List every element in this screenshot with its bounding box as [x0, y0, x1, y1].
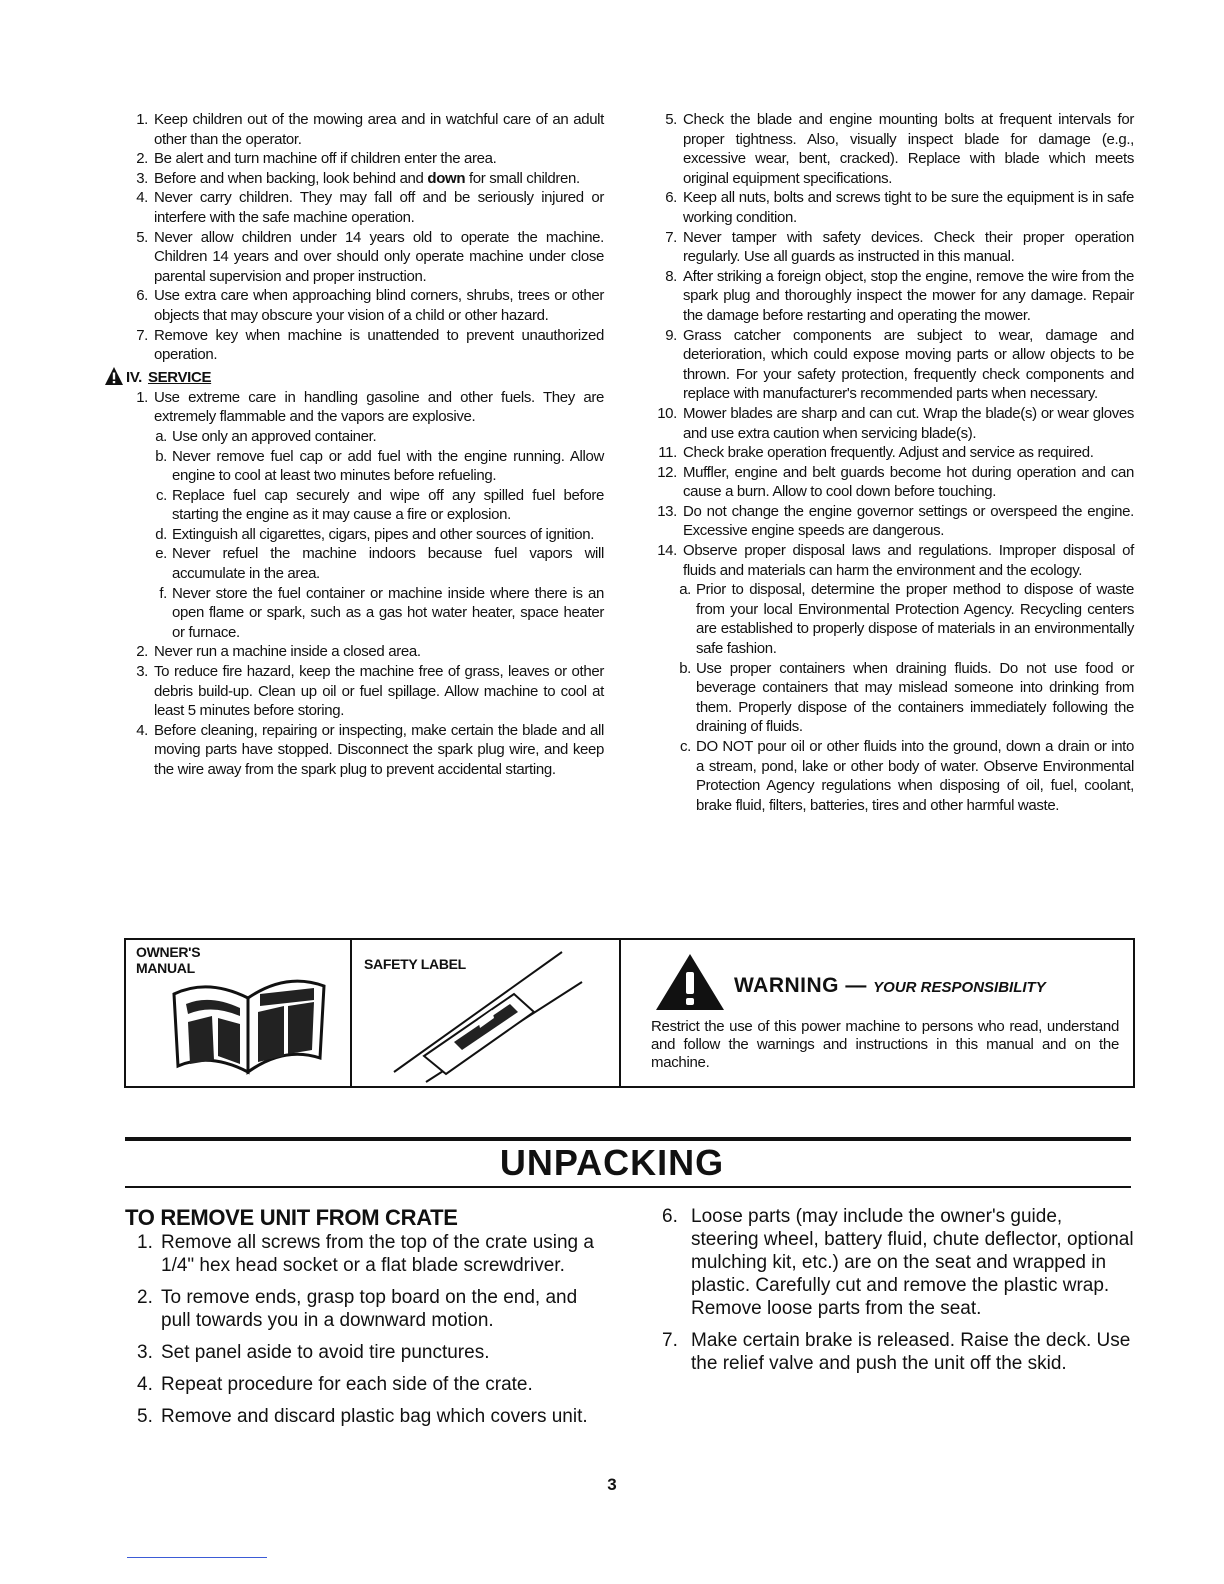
item-text: Never allow children under 14 years old to operate the machine. Children 14 years and over should only operate machine under close parental supervision and proper instruction. — [154, 228, 604, 285]
item-text: Never carry children. They may fall off and be seriously injured or interfere with the safe machine operation. — [154, 189, 604, 226]
list-item: 3. To reduce fire hazard, keep the machine free of grass, leaves or other debris build-up. Clean up oil or fuel spillage. Allow machine to cool at least 5 minutes before storing. — [136, 663, 604, 720]
sub-item: a. Prior to disposal, determine the proper method to dispose of waste from your local Environmental Protection Agency. Recycling centers are established to properly dispose of materials in an environmentally safe fashion. — [679, 581, 1134, 658]
list-item: 9. Grass catcher components are subject to wear, damage and deterioration, which could expose moving parts or allow objects to be thrown. For your safety protection, frequently check components and replace with manufacturer's recommended parts when necessary. — [665, 326, 1134, 403]
disposal-sublist — [652, 580, 1134, 815]
item-text: Use extreme care in handling gasoline and other fuels. They are extremely flammable and the vapors are explosive. — [154, 388, 604, 426]
list-item: 6. Keep all nuts, bolts and screws tight to be sure the equipment is in safe working condition. — [665, 189, 1134, 226]
item-text: Remove key when machine is unattended to prevent unauthorized operation. — [154, 326, 604, 364]
warning-heading: WARNING — YOUR RESPONSIBILITY — [734, 974, 1046, 997]
item-text: Keep children out of the mowing area and in watchful care of an adult other than the operator. — [154, 111, 604, 148]
step-text: Repeat procedure for each side of the crate. — [161, 1374, 533, 1395]
item-text: Before cleaning, repairing or inspecting, make certain the blade and all moving parts have stopped. Disconnect the spark plug wire, and keep the wire away from the spark plug to prevent accidental starting. — [154, 721, 604, 778]
item-text: Use extra care when approaching blind corners, shrubs, trees or other objects that may obscure your vision of a child or other hazard. — [154, 287, 604, 324]
list-item: 8. After striking a foreign object, stop the engine, remove the wire from the spark plug and thoroughly inspect the mower for any damage. Repair the damage before restarting and operating the mower. — [665, 267, 1134, 324]
service-heading — [104, 366, 604, 388]
open-book-icon — [168, 964, 330, 1076]
sub-item: e. Never refuel the machine indoors because fuel vapors will accumulate in the area. — [155, 545, 604, 583]
warning-text: Restrict the use of this power machine to persons who read, understand and follow the warnings and instructions in this manual and on the machine. — [651, 1018, 1119, 1071]
sub-item: d. Extinguish all cigarettes, cigars, pipes and other sources of ignition. — [155, 525, 595, 543]
item-text: Never tamper with safety devices. Check their proper operation regularly. Use all guards as instructed in this manual. — [683, 228, 1134, 266]
list-item: 11. Check brake operation frequently. Adjust and service as required. — [658, 444, 1094, 462]
list-item: 14. Observe proper disposal laws and regulations. Improper disposal of fluids and materials can harm the environment and the ecology. — [657, 542, 1134, 579]
list-item: 7. Never tamper with safety devices. Check their proper operation regularly. Use all guards as instructed in this manual. — [665, 228, 1134, 266]
page-number: 3 — [607, 1475, 617, 1494]
item-text: Use proper containers when draining fluids. Do not use food or beverage containers that may mislead someone into drinking from them. Properly dispose of the containers immediately following the draining of fluids. — [696, 659, 1134, 736]
warning-decal-icon — [376, 946, 590, 1084]
unpacking-steps-right — [662, 1205, 1134, 1384]
sub-item: b. Use proper containers when draining fluids. Do not use food or beverage containers that may mislead someone into drinking from them. Properly dispose of the containers immediately following the draining of fluids. — [679, 659, 1134, 736]
safety-left-column — [128, 110, 604, 780]
item-text: Grass catcher components are subject to wear, damage and deterioration, which could expose moving parts or allow objects to be thrown. For your safety protection, frequently check components and replace with manufacturer's recommended parts when necessary. — [683, 326, 1134, 403]
fuel-sublist — [128, 427, 604, 643]
item-text: Never remove fuel cap or add fuel with the engine running. Allow engine to cool at least two minutes before refueling. — [172, 447, 604, 485]
section-title: SERVICE — [148, 368, 212, 386]
list-item: 13. Do not change the engine governor settings or overspeed the engine. Excessive engine speeds are dangerous. — [657, 502, 1134, 540]
list-item: 5. Never allow children under 14 years old to operate the machine. Children 14 years and over should only operate machine under close parental supervision and proper instruction. — [136, 228, 604, 285]
step-item: 1. Remove all screws from the top of the crate using a 1/4" hex head socket or a flat blade screwdriver. — [137, 1232, 594, 1276]
list-item: 1. Keep children out of the mowing area and in watchful care of an adult other than the operator. — [136, 111, 604, 148]
item-text: Never store the fuel container or machine inside where there is an open flame or spark, such as a gas hot water heater, space heater or furnace. — [172, 584, 604, 641]
item-text: Mower blades are sharp and can cut. Wrap the blade(s) or wear gloves and use extra caution when servicing blade(s). — [683, 404, 1134, 442]
step-item: 7. Make certain brake is released. Raise the deck. Use the relief valve and push the unit off the skid. — [662, 1330, 1131, 1374]
steps-list — [137, 1231, 607, 1428]
list-item: 4. Never carry children. They may fall off and be seriously injured or interfere with the safe machine operation. — [136, 189, 604, 226]
alert-triangle-icon — [654, 952, 726, 1012]
item-text: Check the blade and engine mounting bolts at frequent intervals for proper tightness. Also, visually inspect blade for damage (e.g., excessive wear, bent, cracked). Replace with blade which meets original equipment specifications. — [683, 111, 1134, 187]
item-text: Prior to disposal, determine the proper method to dispose of waste from your local Environmental Protection Agency. Recycling centers are established to properly dispose of materials in an environmentally safe fashion. — [696, 581, 1134, 658]
item-text: Be alert and turn machine off if children enter the area. — [154, 150, 497, 168]
list-item: 3. Before and when backing, look behind and down for small children. — [136, 169, 580, 187]
section-rule — [125, 1137, 1131, 1141]
section-rule — [125, 1186, 1131, 1188]
item-text: for small children. — [465, 169, 580, 187]
step-item: 6. Loose parts (may include the owner's guide, steering wheel, battery fluid, chute deflector, optional mulching kit, etc.) are on the seat and wrapped in plastic. Carefully cut and remove the plastic wrap. Remove loose parts from the seat. — [662, 1206, 1134, 1319]
list-item: 7. Remove key when machine is unattended to prevent unauthorized operation. — [136, 326, 604, 364]
children-safety-list — [128, 110, 604, 365]
sub-item: c. DO NOT pour oil or other fluids into the ground, down a drain or into a stream, pond, lake or other body of water. Observe Environmental Protection Agency regulations when disposing of oil, fuel, coolant, brake fluid, filters, batteries, tires and other harmful waste. — [680, 738, 1134, 814]
cell-divider — [350, 940, 352, 1086]
sub-item: c. Replace fuel cap securely and wipe off any spilled fuel before starting the engine as it may cause a fire or explosion. — [156, 486, 604, 524]
owners-manual-label: OWNER'S MANUAL — [136, 944, 201, 976]
page-title: UNPACKING — [499, 1142, 725, 1183]
list-item: 2. Be alert and turn machine off if children enter the area. — [136, 150, 497, 168]
item-text: Observe proper disposal laws and regulations. Improper disposal of fluids and materials can harm the environment and the ecology. — [683, 542, 1134, 579]
service-list-continued — [128, 642, 604, 779]
item-text: Do not change the engine governor settings or overspeed the engine. Excessive engine speeds are dangerous. — [683, 502, 1134, 540]
item-text: Muffler, engine and belt guards become hot during operation and can cause a burn. Allow to cool down before touching. — [683, 463, 1134, 501]
step-text: Remove and discard plastic bag which covers unit. — [161, 1406, 588, 1427]
item-text: Check brake operation frequently. Adjust and service as required. — [683, 444, 1094, 462]
sub-item: a. Use only an approved container. — [155, 427, 377, 445]
item-text: Before and when backing, look behind and — [154, 169, 428, 187]
sub-item: f. Never store the fuel container or machine inside where there is an open flame or spark, such as a gas hot water heater, space heater or furnace. — [159, 584, 604, 641]
safety-label-caption: SAFETY LABEL — [364, 956, 466, 972]
step-text: Make certain brake is released. Raise the deck. Use the relief valve and push the unit off the skid. — [691, 1330, 1131, 1374]
alert-triangle-icon — [104, 366, 124, 386]
list-item: 1. Use extreme care in handling gasoline and other fuels. They are extremely flammable and the vapors are explosive. — [136, 388, 604, 426]
maintenance-list — [652, 110, 1134, 580]
subsection-heading: TO REMOVE UNIT FROM CRATE — [125, 1205, 458, 1230]
item-text: To reduce fire hazard, keep the machine free of grass, leaves or other debris build-up. Clean up oil or fuel spillage. Allow machine to cool at least 5 minutes before storing. — [154, 663, 604, 720]
step-text: Loose parts (may include the owner's guide, steering wheel, battery fluid, chute deflector, optional mulching kit, etc.) are on the seat and wrapped in plastic. Carefully cut and remove the plastic wrap. Remove loose parts from the seat. — [691, 1206, 1134, 1319]
item-text: Use only an approved container. — [172, 427, 377, 445]
list-item: 10. Mower blades are sharp and can cut. Wrap the blade(s) or wear gloves and use extra caution when servicing blade(s). — [657, 404, 1134, 442]
item-text: After striking a foreign object, stop the engine, remove the wire from the spark plug and thoroughly inspect the mower for any damage. Repair the damage before restarting and operating the mower. — [683, 267, 1134, 324]
safety-right-column — [652, 110, 1134, 815]
item-text: Keep all nuts, bolts and screws tight to be sure the equipment is in safe working condition. — [683, 189, 1134, 226]
unpacking-steps-left — [137, 1231, 607, 1437]
step-text: Remove all screws from the top of the crate using a 1/4" hex head socket or a flat blade screwdriver. — [161, 1232, 594, 1276]
steps-list — [662, 1205, 1134, 1375]
list-item: 6. Use extra care when approaching blind corners, shrubs, trees or other objects that may obscure your vision of a child or other hazard. — [136, 287, 604, 324]
step-item: 4. Repeat procedure for each side of the crate. — [137, 1374, 533, 1395]
list-item: 2. Never run a machine inside a closed area. — [136, 643, 421, 661]
item-text: Extinguish all cigarettes, cigars, pipes and other sources of ignition. — [172, 525, 595, 543]
cell-divider — [619, 940, 621, 1086]
warning-label-box — [124, 938, 1135, 1088]
step-text: Set panel aside to avoid tire punctures. — [161, 1342, 490, 1363]
section-number: IV. — [126, 368, 142, 386]
item-text: Never run a machine inside a closed area. — [154, 643, 421, 661]
service-list — [128, 388, 604, 427]
sub-item: b. Never remove fuel cap or add fuel with the engine running. Allow engine to cool at least two minutes before refueling. — [155, 447, 604, 485]
list-item: 12. Muffler, engine and belt guards become hot during operation and can cause a burn. Allow to cool down before touching. — [657, 463, 1134, 501]
footer-link-line — [127, 1557, 267, 1558]
item-text: Replace fuel cap securely and wipe off any spilled fuel before starting the engine as it may cause a fire or explosion. — [172, 486, 604, 524]
step-item: 3. Set panel aside to avoid tire punctures. — [137, 1342, 490, 1363]
step-item: 2. To remove ends, grasp top board on the end, and pull towards you in a downward motion. — [137, 1287, 578, 1331]
step-item: 5. Remove and discard plastic bag which covers unit. — [137, 1406, 588, 1427]
step-text: To remove ends, grasp top board on the end, and pull towards you in a downward motion. — [161, 1287, 578, 1331]
item-text: Never refuel the machine indoors because fuel vapors will accumulate in the area. — [172, 545, 604, 583]
list-item: 4. Before cleaning, repairing or inspecting, make certain the blade and all moving parts have stopped. Disconnect the spark plug wire, and keep the wire away from the spark plug to prevent accidental starting. — [136, 721, 604, 778]
item-text: DO NOT pour oil or other fluids into the ground, down a drain or into a stream, pond, lake or other body of water. Observe Environmental Protection Agency regulations when disposing of oil, fuel, coolant, brake fluid, filters, batteries, tires and other harmful waste. — [696, 738, 1134, 814]
list-item: 5. Check the blade and engine mounting bolts at frequent intervals for proper tightness. Also, visually inspect blade for damage (e.g., excessive wear, bent, cracked). Replace with blade which meets original equipment specifications. — [665, 111, 1134, 187]
emphasis-text: down — [427, 169, 466, 187]
